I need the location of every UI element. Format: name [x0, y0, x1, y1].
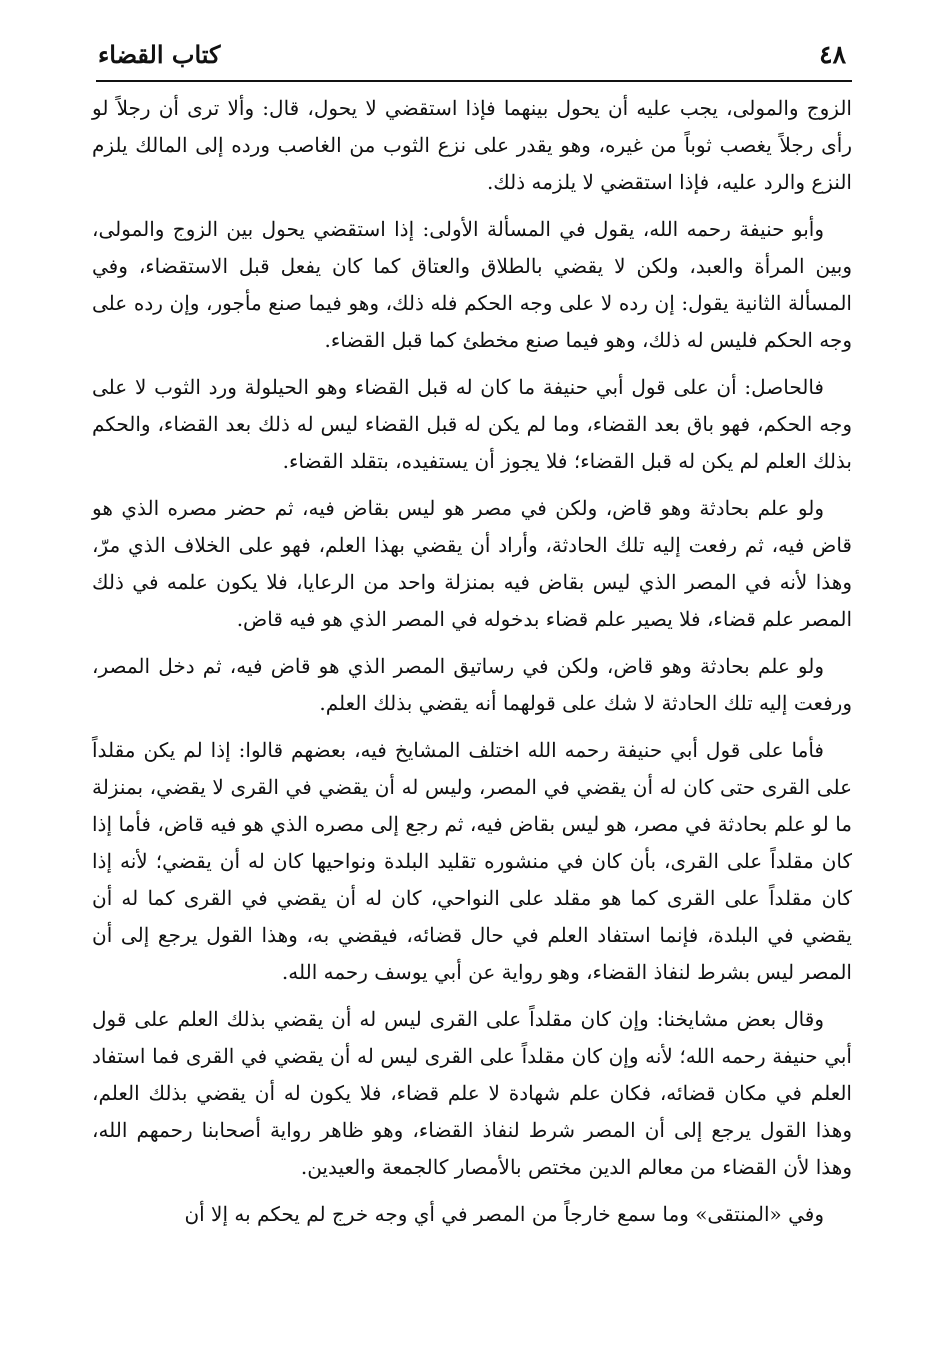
running-header [96, 36, 848, 76]
paragraph-8: وفي «المنتقى» وما سمع خارجاً من المصر في أي وجه خرج لم يحكم به إلا أن [184, 1202, 824, 1226]
paragraph-7: وقال بعض مشايخنا: وإن كان مقلداً على القرى ليس له أن يقضي بذلك العلم على قول أبي حنيفة رحمه الله؛ لأنه وإن كان مقلداً على القرى ليس له أن يقضي في القرى فما استفاد العلم في مكان قضائه، فكان علم شهادة لا علم قضاء، فلا يكون له أن يقضي بذلك العلم، وهذا القول يرجع إلى أن المصر شرط لنفاذ القضاء، وهو ظاهر رواية أصحابنا رحمهم الله، وهذا لأن القضاء من معالم الدين مختص بالأمصار كالجمعة والعيدين. [92, 1007, 852, 1179]
header-divider [96, 80, 852, 82]
paragraph-2: وأبو حنيفة رحمه الله، يقول في المسألة الأولى: إذا استقضي يحول بين الزوج والمولى، وبين المرأة والعبد، ولكن لا يقضي بالطلاق والعتاق كما كان يفعل قبل الاستقضاء، وفي المسألة الثانية يقول: إن رده لا على وجه الحكم فله ذلك، وهو فيما صنع مأجور، وإن رده على وجه الحكم فليس له ذلك، وهو فيما صنع مخطئ كما قبل القضاء. [92, 217, 852, 352]
paragraph-1: الزوج والمولى، يجب عليه أن يحول بينهما فإذا استقضي لا يحول، قال: وألا ترى أن رجلاً لو رأى رجلاً يغصب ثوباً من غيره، وهو يقدر على نزع الثوب من الغاصب ورده إلى المالك يلزم النزع والرد عليه، فإذا استقضي لا يلزمه ذلك. [92, 96, 852, 194]
paragraph-6: فأما على قول أبي حنيفة رحمه الله اختلف المشايخ فيه، بعضهم قالوا: إذا لم يكن مقلداً على القرى حتى كان له أن يقضي في المصر، وليس له أن يقضي في القرى لا يقضي، بمنزلة ما لو علم بحادثة في مصر، هو ليس بقاض فيه، ثم رجع إلى مصره الذي هو فيه قاض، فأما إذا كان مقلداً على القرى، بأن كان في منشوره تقليد البلدة ونواحيها كان له أن يقضي؛ لأنه إذا كان مقلداً على القرى كما هو مقلد على النواحي، كان له أن يقضي في القرى كما له أن يقضي في البلدة، فإنما استفاد العلم في حال قضائه، فيقضي به، وهذا القول يرجع إلى أن المصر ليس بشرط لنفاذ القضاء، وهو رواية عن أبي يوسف رحمه الله. [92, 738, 852, 984]
paragraph-4: ولو علم بحادثة وهو قاض، ولكن في مصر هو ليس بقاض فيه، ثم حضر مصره الذي هو قاض فيه، ثم رفعت إليه تلك الحادثة، وأراد أن يقضي بهذا العلم، فهو على الخلاف الذي مرّ، وهذا لأنه في المصر الذي ليس بقاض فيه بمنزلة واحد من الرعايا، فلا يكون علمه في ذلك المصر علم قضاء، فلا يصير علم قضاء بدخوله في المصر الذي هو فيه قاض. [92, 496, 852, 631]
body-text [92, 90, 852, 1243]
paragraph-3: فالحاصل: أن على قول أبي حنيفة ما كان له قبل القضاء وهو الحيلولة ورد الثوب لا على وجه الحكم، فهو باق بعد القضاء، وما لم يكن له قبل القضاء ليس له ذلك بعد القضاء، والحكم بذلك العلم لم يكن له قبل القضاء؛ فلا يجوز أن يستفيده، بتقلد القضاء. [92, 375, 852, 473]
paragraph-5: ولو علم بحادثة وهو قاض، ولكن في رساتيق المصر الذي هو قاض فيه، ثم دخل المصر، ورفعت إليه تلك الحادثة لا شك على قولهما أنه يقضي بذلك العلم. [92, 654, 852, 715]
page-number: ٤٨ [819, 40, 846, 69]
book-title: كتاب القضاء [98, 40, 221, 69]
